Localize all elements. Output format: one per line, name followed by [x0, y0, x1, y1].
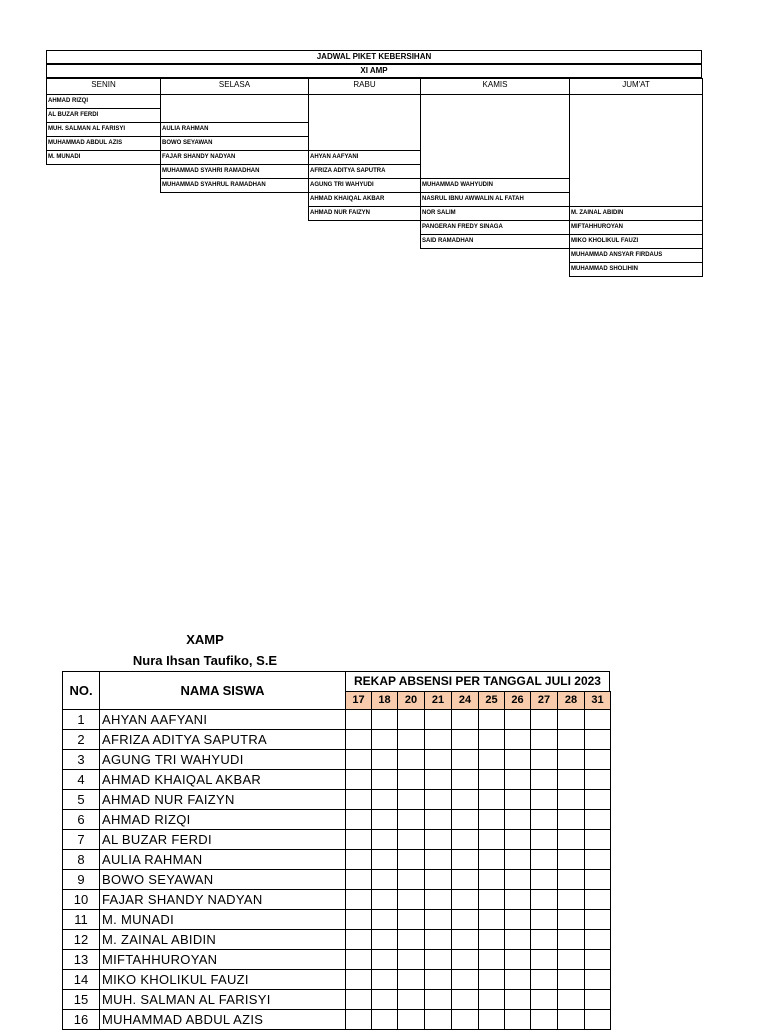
student-name: MIKO KHOLIKUL FAUZI	[99, 969, 346, 990]
attendance-cell	[345, 989, 372, 1010]
attendance-cell	[371, 809, 398, 830]
day-header-2: RABU	[308, 78, 421, 95]
attendance-cell	[557, 809, 585, 830]
attendance-cell	[371, 769, 398, 790]
attendance-cell	[530, 769, 558, 790]
attendance-cell	[530, 929, 558, 950]
attendance-cell	[345, 729, 372, 750]
attendance-cell	[530, 909, 558, 930]
attendance-cell	[584, 829, 611, 850]
attendance-cell	[451, 969, 479, 990]
attendance-cell	[584, 729, 611, 750]
attendance-cell	[530, 969, 558, 990]
attendance-cell	[345, 709, 372, 730]
student-no: 7	[62, 829, 100, 850]
attendance-cell	[584, 809, 611, 830]
attendance-cell	[424, 949, 452, 970]
attendance-cell	[451, 789, 479, 810]
student-no: 6	[62, 809, 100, 830]
attendance-cell	[478, 849, 505, 870]
attendance-cell	[371, 729, 398, 750]
attendance-cell	[451, 949, 479, 970]
attendance-cell	[397, 769, 425, 790]
attendance-cell	[397, 849, 425, 870]
attendance-cell	[584, 929, 611, 950]
attendance-cell	[478, 709, 505, 730]
date-header-24: 24	[451, 691, 479, 710]
attendance-cell	[424, 709, 452, 730]
attendance-cell	[584, 969, 611, 990]
attendance-cell	[397, 909, 425, 930]
attendance-cell	[451, 909, 479, 930]
date-header-27: 27	[530, 691, 558, 710]
attendance-cell	[371, 869, 398, 890]
piket-name-cell: M. ZAINAL ABIDIN	[569, 206, 703, 221]
student-no: 8	[62, 849, 100, 870]
attendance-cell	[584, 949, 611, 970]
student-no: 16	[62, 1009, 100, 1030]
rekap-header: REKAP ABSENSI PER TANGGAL JULI 2023	[345, 671, 610, 692]
attendance-cell	[504, 709, 531, 730]
piket-name-cell: AHMAD RIZQI	[46, 94, 161, 109]
attendance-cell	[397, 789, 425, 810]
attendance-cell	[584, 1009, 611, 1030]
student-no: 1	[62, 709, 100, 730]
attendance-cell	[530, 749, 558, 770]
attendance-cell	[478, 949, 505, 970]
attendance-cell	[424, 729, 452, 750]
attendance-cell	[557, 929, 585, 950]
attendance-cell	[478, 909, 505, 930]
attendance-cell	[397, 889, 425, 910]
absensi-class: XAMP	[186, 632, 224, 647]
attendance-cell	[451, 1009, 479, 1030]
attendance-cell	[397, 929, 425, 950]
attendance-cell	[504, 989, 531, 1010]
attendance-cell	[530, 1009, 558, 1030]
attendance-cell	[557, 969, 585, 990]
attendance-cell	[530, 989, 558, 1010]
piket-name-cell: MUHAMMAD SHOLIHIN	[569, 262, 703, 277]
attendance-cell	[424, 889, 452, 910]
attendance-cell	[345, 869, 372, 890]
piket-name-cell: AGUNG TRI WAHYUDI	[308, 178, 421, 193]
attendance-cell	[371, 749, 398, 770]
attendance-cell	[424, 789, 452, 810]
attendance-cell	[345, 1009, 372, 1030]
attendance-cell	[504, 969, 531, 990]
attendance-cell	[530, 889, 558, 910]
attendance-cell	[371, 929, 398, 950]
attendance-cell	[397, 709, 425, 730]
attendance-cell	[424, 989, 452, 1010]
attendance-cell	[424, 869, 452, 890]
day-header-3: KAMIS	[420, 78, 570, 95]
attendance-cell	[584, 989, 611, 1010]
attendance-cell	[584, 869, 611, 890]
student-no: 13	[62, 949, 100, 970]
day-empty-block-4	[569, 94, 703, 207]
attendance-cell	[584, 849, 611, 870]
student-no: 15	[62, 989, 100, 1010]
piket-name-cell: NOR SALIM	[420, 206, 570, 221]
student-no: 4	[62, 769, 100, 790]
attendance-cell	[424, 909, 452, 930]
attendance-cell	[478, 869, 505, 890]
attendance-cell	[371, 789, 398, 810]
student-no: 3	[62, 749, 100, 770]
attendance-cell	[557, 829, 585, 850]
attendance-cell	[478, 929, 505, 950]
attendance-cell	[451, 709, 479, 730]
attendance-cell	[397, 829, 425, 850]
attendance-cell	[371, 949, 398, 970]
attendance-cell	[397, 969, 425, 990]
piket-name-cell: M. MUNADI	[46, 150, 161, 165]
student-no: 2	[62, 729, 100, 750]
student-no: 12	[62, 929, 100, 950]
attendance-cell	[397, 809, 425, 830]
day-empty-block-1	[160, 94, 309, 123]
attendance-cell	[530, 809, 558, 830]
attendance-cell	[345, 929, 372, 950]
date-header-26: 26	[504, 691, 531, 710]
attendance-cell	[478, 729, 505, 750]
student-name: MIFTAHHUROYAN	[99, 949, 346, 970]
attendance-cell	[504, 809, 531, 830]
attendance-cell	[371, 849, 398, 870]
piket-name-cell: MUHAMMAD ANSYAR FIRDAUS	[569, 248, 703, 263]
attendance-cell	[397, 949, 425, 970]
attendance-cell	[557, 989, 585, 1010]
attendance-cell	[557, 789, 585, 810]
date-header-18: 18	[371, 691, 398, 710]
attendance-cell	[504, 729, 531, 750]
attendance-cell	[504, 789, 531, 810]
attendance-cell	[504, 909, 531, 930]
name-column-header: NAMA SISWA	[99, 671, 346, 710]
student-no: 11	[62, 909, 100, 930]
attendance-cell	[530, 849, 558, 870]
date-header-25: 25	[478, 691, 505, 710]
attendance-cell	[584, 709, 611, 730]
attendance-cell	[478, 749, 505, 770]
attendance-cell	[478, 809, 505, 830]
piket-name-cell: NASRUL IBNU AWWALIN AL FATAH	[420, 192, 570, 207]
student-name: AHMAD NUR FAIZYN	[99, 789, 346, 810]
piket-name-cell: AHMAD KHAIQAL AKBAR	[308, 192, 421, 207]
date-header-31: 31	[584, 691, 611, 710]
attendance-cell	[557, 709, 585, 730]
attendance-cell	[451, 889, 479, 910]
day-empty-block-2	[308, 94, 421, 151]
attendance-cell	[371, 1009, 398, 1030]
student-no: 14	[62, 969, 100, 990]
attendance-cell	[345, 809, 372, 830]
date-header-17: 17	[345, 691, 372, 710]
day-header-1: SELASA	[160, 78, 309, 95]
piket-name-cell: MIFTAHHUROYAN	[569, 220, 703, 235]
attendance-cell	[424, 969, 452, 990]
piket-name-cell: BOWO SEYAWAN	[160, 136, 309, 151]
student-no: 9	[62, 869, 100, 890]
student-name: AULIA RAHMAN	[99, 849, 346, 870]
student-name: AHMAD RIZQI	[99, 809, 346, 830]
attendance-cell	[345, 749, 372, 770]
attendance-cell	[451, 769, 479, 790]
attendance-cell	[504, 1009, 531, 1030]
absensi-teacher: Nura Ihsan Taufiko, S.E	[132, 653, 278, 668]
attendance-cell	[424, 809, 452, 830]
attendance-cell	[557, 749, 585, 770]
attendance-cell	[584, 749, 611, 770]
day-header-4: JUM'AT	[569, 78, 703, 95]
piket-name-cell: MUHAMMAD WAHYUDIN	[420, 178, 570, 193]
attendance-cell	[478, 969, 505, 990]
attendance-cell	[424, 829, 452, 850]
attendance-cell	[451, 989, 479, 1010]
piket-name-cell: FAJAR SHANDY NADYAN	[160, 150, 309, 165]
no-column-header: NO.	[62, 671, 100, 710]
attendance-cell	[451, 809, 479, 830]
attendance-cell	[451, 749, 479, 770]
attendance-cell	[397, 729, 425, 750]
piket-name-cell: MIKO KHOLIKUL FAUZI	[569, 234, 703, 249]
student-name: M. ZAINAL ABIDIN	[99, 929, 346, 950]
attendance-cell	[504, 849, 531, 870]
attendance-cell	[504, 929, 531, 950]
attendance-cell	[584, 769, 611, 790]
attendance-cell	[371, 989, 398, 1010]
student-name: AFRIZA ADITYA SAPUTRA	[99, 729, 346, 750]
attendance-cell	[371, 969, 398, 990]
attendance-cell	[530, 709, 558, 730]
attendance-cell	[530, 789, 558, 810]
piket-name-cell: SAID RAMADHAN	[420, 234, 570, 249]
piket-title: JADWAL PIKET KEBERSIHAN	[46, 50, 702, 64]
attendance-cell	[557, 889, 585, 910]
date-header-21: 21	[424, 691, 452, 710]
attendance-cell	[530, 869, 558, 890]
attendance-cell	[504, 769, 531, 790]
day-empty-block-3	[420, 94, 570, 179]
attendance-cell	[451, 729, 479, 750]
attendance-cell	[424, 1009, 452, 1030]
attendance-cell	[345, 949, 372, 970]
piket-name-cell: MUHAMMAD SYAHRUL RAMADHAN	[160, 178, 309, 193]
student-name: FAJAR SHANDY NADYAN	[99, 889, 346, 910]
attendance-cell	[424, 749, 452, 770]
attendance-cell	[345, 829, 372, 850]
attendance-cell	[424, 849, 452, 870]
piket-name-cell: AULIA RAHMAN	[160, 122, 309, 137]
student-name: AL BUZAR FERDI	[99, 829, 346, 850]
student-name: AGUNG TRI WAHYUDI	[99, 749, 346, 770]
piket-name-cell: PANGERAN FREDY SINAGA	[420, 220, 570, 235]
attendance-cell	[371, 889, 398, 910]
student-name: MUHAMMAD ABDUL AZIS	[99, 1009, 346, 1030]
attendance-cell	[504, 829, 531, 850]
attendance-cell	[504, 949, 531, 970]
attendance-cell	[478, 769, 505, 790]
piket-name-cell: AFRIZA ADITYA SAPUTRA	[308, 164, 421, 179]
attendance-cell	[371, 909, 398, 930]
piket-name-cell: MUHAMMAD SYAHRI RAMADHAN	[160, 164, 309, 179]
attendance-cell	[557, 1009, 585, 1030]
attendance-cell	[530, 829, 558, 850]
piket-name-cell: AL BUZAR FERDI	[46, 108, 161, 123]
student-name: M. MUNADI	[99, 909, 346, 930]
attendance-cell	[530, 729, 558, 750]
attendance-cell	[584, 889, 611, 910]
attendance-cell	[345, 789, 372, 810]
student-no: 10	[62, 889, 100, 910]
student-name: AHMAD KHAIQAL AKBAR	[99, 769, 346, 790]
attendance-cell	[451, 869, 479, 890]
piket-name-cell: AHYAN AAFYANI	[308, 150, 421, 165]
attendance-cell	[345, 909, 372, 930]
attendance-cell	[424, 769, 452, 790]
student-name: MUH. SALMAN AL FARISYI	[99, 989, 346, 1010]
attendance-cell	[478, 829, 505, 850]
attendance-cell	[397, 1009, 425, 1030]
attendance-cell	[451, 829, 479, 850]
student-name: BOWO SEYAWAN	[99, 869, 346, 890]
attendance-cell	[397, 989, 425, 1010]
attendance-cell	[424, 929, 452, 950]
piket-class: XI AMP	[46, 64, 702, 78]
attendance-cell	[478, 1009, 505, 1030]
attendance-cell	[371, 829, 398, 850]
attendance-cell	[584, 789, 611, 810]
student-name: AHYAN AAFYANI	[99, 709, 346, 730]
attendance-cell	[530, 949, 558, 970]
attendance-cell	[584, 909, 611, 930]
attendance-cell	[397, 749, 425, 770]
attendance-cell	[557, 949, 585, 970]
attendance-cell	[371, 709, 398, 730]
day-header-0: SENIN	[46, 78, 161, 95]
piket-name-cell: MUH. SALMAN AL FARISYI	[46, 122, 161, 137]
piket-name-cell: AHMAD NUR FAIZYN	[308, 206, 421, 221]
attendance-cell	[557, 729, 585, 750]
attendance-cell	[451, 929, 479, 950]
student-no: 5	[62, 789, 100, 810]
date-header-20: 20	[397, 691, 425, 710]
attendance-cell	[557, 909, 585, 930]
attendance-cell	[345, 889, 372, 910]
piket-name-cell: MUHAMMAD ABDUL AZIS	[46, 136, 161, 151]
attendance-cell	[478, 789, 505, 810]
attendance-cell	[504, 869, 531, 890]
attendance-cell	[504, 749, 531, 770]
attendance-cell	[557, 769, 585, 790]
attendance-cell	[478, 989, 505, 1010]
date-header-28: 28	[557, 691, 585, 710]
attendance-cell	[557, 849, 585, 870]
attendance-cell	[451, 849, 479, 870]
attendance-cell	[397, 869, 425, 890]
attendance-cell	[345, 969, 372, 990]
attendance-cell	[557, 869, 585, 890]
attendance-cell	[345, 849, 372, 870]
attendance-cell	[345, 769, 372, 790]
attendance-cell	[504, 889, 531, 910]
attendance-cell	[478, 889, 505, 910]
